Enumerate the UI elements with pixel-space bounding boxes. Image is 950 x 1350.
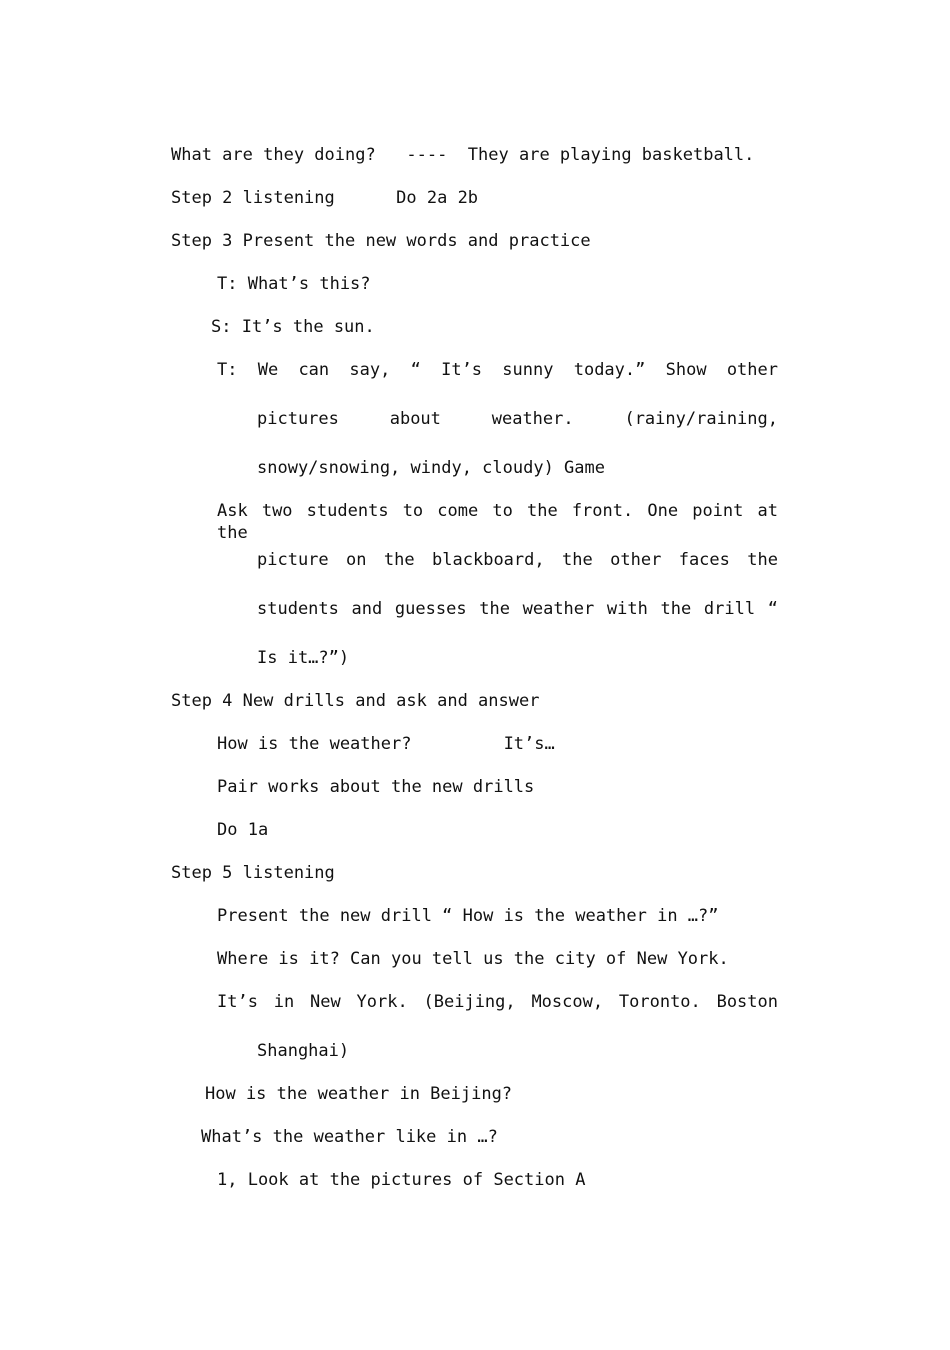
dialogue-student-line: S: It’s the sun. <box>211 317 375 337</box>
city-question-line: Where is it? Can you tell us the city of New York. <box>217 949 729 969</box>
dialogue-teacher-line: T: What’s this? <box>217 274 371 294</box>
dialogue-teacher-sunny-line: T: We can say, “ It’s sunny today.” Show other <box>217 360 778 380</box>
text-line-question: What are they doing? ---- They are playing basketball. <box>171 145 755 165</box>
drill-question-line: How is the weather? It’s… <box>217 734 555 754</box>
weather-like-line: What’s the weather like in …? <box>201 1127 498 1147</box>
cities-line-2: Shanghai) <box>257 1041 350 1061</box>
step-3-heading: Step 3 Present the new words and practice <box>171 231 591 251</box>
step-5-heading: Step 5 listening <box>171 863 335 883</box>
present-drill-line: Present the new drill “ How is the weather in …?” <box>217 906 719 926</box>
section-a-line: 1, Look at the pictures of Section A <box>217 1170 586 1190</box>
do-1a-line: Do 1a <box>217 820 269 840</box>
step-4-heading: Step 4 New drills and ask and answer <box>171 691 540 711</box>
pair-works-line: Pair works about the new drills <box>217 777 535 797</box>
game-instruction-line: Ask two students to come to the front. One point at the <box>217 501 778 543</box>
weather-pictures-line: pictures about weather. (rainy/raining, <box>257 409 778 429</box>
step-2-heading: Step 2 listening Do 2a 2b <box>171 188 479 208</box>
game-instruction-line-3: students and guesses the weather with the drill “ <box>257 599 778 619</box>
game-instruction-line-4: Is it…?”) <box>257 648 350 668</box>
beijing-weather-line: How is the weather in Beijing? <box>205 1084 513 1104</box>
weather-words-line: snowy/snowing, windy, cloudy) Game <box>257 458 605 478</box>
game-instruction-line-2: picture on the blackboard, the other faces the <box>257 550 778 570</box>
cities-line: It’s in New York. (Beijing, Moscow, Toronto. Boston <box>217 992 778 1012</box>
